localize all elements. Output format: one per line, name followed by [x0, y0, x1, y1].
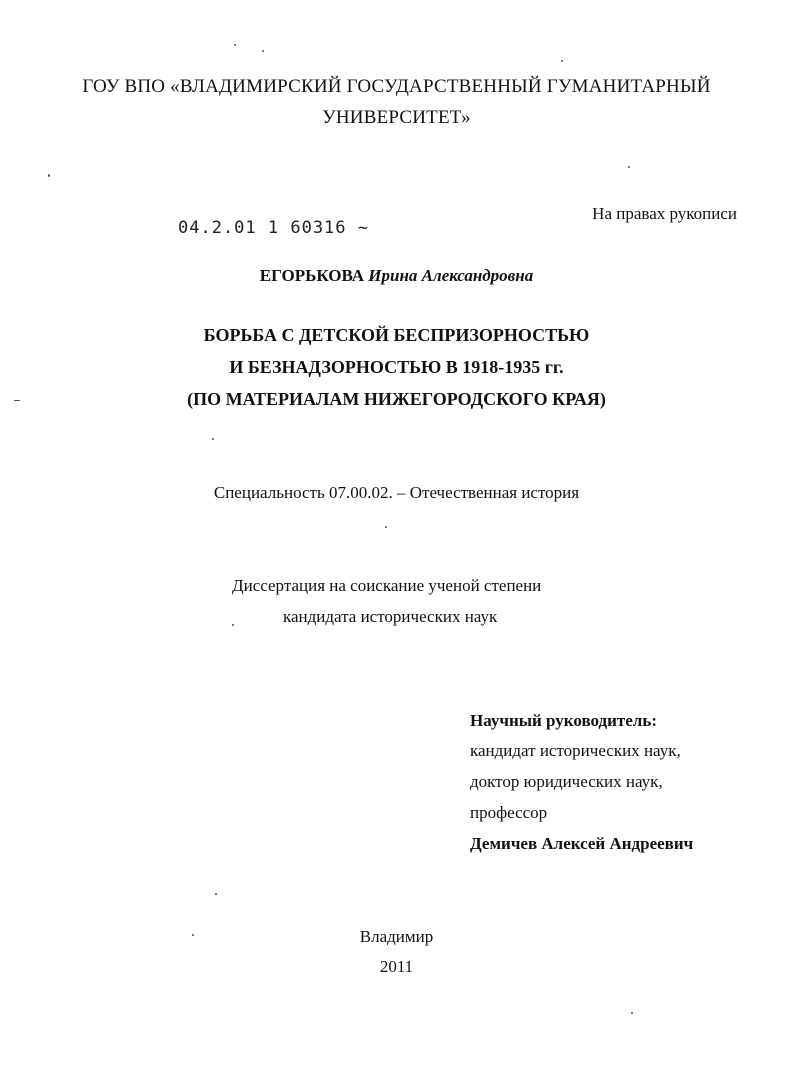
supervisor-rank: профессор: [470, 803, 548, 822]
scan-speck: [631, 1012, 633, 1014]
footer-city: Владимир: [359, 927, 434, 946]
specialty: Специальность 07.00.02. – Отечественная история: [213, 483, 580, 502]
dissertation-line-1: Диссертация на соискание ученой степени: [232, 576, 542, 595]
supervisor-degree-1: кандидат исторических наук,: [470, 741, 681, 760]
scan-speck: [48, 174, 50, 177]
scan-speck: [628, 166, 630, 168]
institution-line-1: ГОУ ВПО «ВЛАДИМИРСКИЙ ГОСУДАРСТВЕННЫЙ ГУМАНИТАРНЫЙ: [82, 76, 711, 97]
scan-speck: [192, 934, 194, 936]
rights-note: На правах рукописи: [592, 204, 737, 223]
supervisor-heading: Научный руководитель:: [470, 711, 657, 730]
scan-speck: [14, 400, 20, 401]
dissertation-line-2: кандидата исторических наук: [283, 607, 498, 626]
scan-speck: [262, 50, 264, 52]
scan-speck: [232, 624, 234, 626]
title-line-2: И БЕЗНАДЗОРНОСТЬЮ В 1918-1935 гг.: [229, 357, 564, 377]
catalog-code: 04.2.01 1 60316 ~: [178, 218, 369, 238]
institution-line-2: УНИВЕРСИТЕТ»: [322, 107, 471, 128]
footer-year: 2011: [379, 957, 414, 976]
supervisor-name: Демичев Алексей Андреевич: [470, 834, 694, 853]
scan-speck: [561, 60, 563, 62]
author-given-names: Ирина Александровна: [368, 266, 534, 285]
scan-speck: [215, 893, 217, 895]
title-line-3: (ПО МАТЕРИАЛАМ НИЖЕГОРОДСКОГО КРАЯ): [187, 389, 606, 409]
title-line-1: БОРЬБА С ДЕТСКОЙ БЕСПРИЗОРНОСТЬЮ: [203, 325, 590, 345]
scan-speck: [385, 526, 387, 528]
scan-speck: [212, 438, 214, 440]
scan-speck: [234, 44, 236, 46]
author-surname: ЕГОРЬКОВА: [259, 266, 365, 285]
author-name: [0, 266, 793, 286]
supervisor-degree-2: доктор юридических наук,: [470, 772, 663, 791]
